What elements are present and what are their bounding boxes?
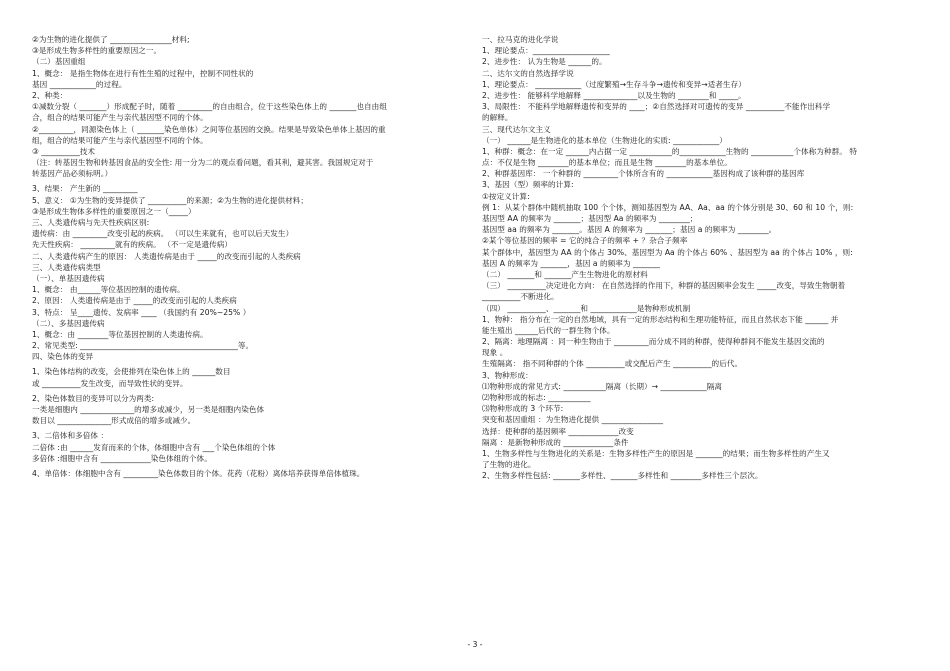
left-text-line: （注：转基因生物和转基因食品的安全性: 用一分为二的观点看问题，看其利，避其害。我国规定对于 — [32, 158, 374, 168]
right-text-line: 基因型 AA 的频率为 _______；基因型 Aa 的频率为 ________； — [482, 214, 698, 223]
left-text-line: 遗传病：由 _________改变引起的疾病。 （可以生来就有，也可以后天发生） — [32, 229, 294, 239]
right-text-line: （四） __________、_______和 ____________是物种形成机制 — [482, 303, 691, 313]
right-text-line: ⑵物种形成的标志: ___________ — [482, 393, 591, 402]
right-text-line: （一） ______是生物进化的基本单位（生物进化的实质: ____________） — [482, 135, 727, 145]
left-text-line: 2、染色体数目的变异可以分为两类: — [32, 393, 155, 403]
right-text-line: 一、拉马克的进化学说 — [482, 35, 559, 44]
left-text-line: 转基因产品必须标明。） — [32, 169, 113, 179]
right-text-line: ②某个等位基因的频率 = 它的纯合子的频率 + ？杂合子频率 — [482, 236, 688, 246]
left-text-line: 四、染色体的变异 — [32, 352, 94, 362]
right-column — [482, 34, 918, 482]
left-text-line: 数目以 ______________形式成倍的增多或减少。 — [32, 416, 196, 426]
left-text-line: （一）、单基因遗传病 — [32, 273, 105, 283]
right-text-line: 2、种群基因库： 一个种群的 _________个体所含有的 ____________基因构成了该种群的基因库 — [482, 169, 805, 179]
left-text-line: 三、人类遗传病与先天性疾病区别: — [32, 218, 150, 227]
right-text-line: ⑴物种形成的常见方式: ___________隔离（长期）→ ____________隔离 — [482, 381, 723, 391]
left-text-line: 5、意义： ①为生物的变异提供了 __________的来源；②为生物的进化提供材料； — [32, 195, 309, 205]
left-text-line: 3、结果： 产生新的 _________ — [32, 184, 138, 194]
left-text-line: 二、人类遗传病产生的原因： 人类遗传病是由于 _____的改变而引起的人类疾病 — [32, 251, 301, 261]
right-text-line: 1、理论要点：____________________ — [482, 46, 610, 56]
right-text-line: 的解释。 — [482, 113, 513, 123]
left-text-line: 组，组合的结果可能产生与亲代基因型不同的个体。 — [32, 135, 208, 145]
left-text-line: 1、概念： 由______等位基因控制的遗传病。 — [32, 285, 185, 295]
left-text-line: ②_________，同源染色体上（ _______染色单体）之间等位基因的交换。结果是导致染色单体上基因的重 — [32, 124, 386, 134]
right-text-line: 隔离 ：是新物种形成的 _____________条件 — [482, 437, 629, 447]
right-text-line: 2、隔离：地理隔离 ：同一种生物由于 _________而分成不同的种群，使得种群间不能发生基因交流的 — [482, 337, 825, 347]
right-text-line: __________不断进化。 — [482, 292, 559, 302]
left-text-line: 3、二倍体和多倍体 ： — [32, 431, 109, 441]
right-text-line: 1、物种： 指分布在一定的自然地域，具有一定的形态结构和生理功能特征，而且自然状态下能 ______ 并 — [482, 314, 839, 324]
left-text-line: 4、单倍体：体细胞中含有 _________染色体数目的个体。花药（花粉）离体培养获得单倍体植珠。 — [32, 468, 365, 478]
left-text-line: （二）基因重组 — [32, 57, 86, 67]
right-text-line: 点：不仅是生物 ________的基本单位；而且是生物 ________的基本单位。 — [482, 158, 732, 168]
left-text-line: 合，组合的结果可能产生与亲代基因型不同的个体。 — [32, 113, 208, 123]
left-text-line: 3、特点： 呈____遗传、发病率 ____ （我国约有 20%~25% ） — [32, 307, 251, 317]
right-text-line: 能生殖出 ______后代的一群生物个体。 — [482, 325, 615, 335]
right-text-line: 选择：使种群的基因频率 _____________改变 — [482, 426, 634, 436]
right-text-line: 2、进步性： 能够科学地解释 ______________以及生物的 ________和 _____。 — [482, 90, 746, 100]
right-text-line: 例 1：从某个群体中随机抽取 100 个个体，测知基因型为 AA、Aa、aa 的个体分别是 30、60 和 10 个，则: — [482, 202, 854, 212]
left-text-line: ③ __________技术 — [32, 146, 96, 156]
right-text-line: 3、物种形成： — [482, 370, 533, 380]
left-text-line: ③是形成生物体多样性的重要原因之一（_____） — [32, 206, 196, 216]
right-text-line: 现象 。 — [482, 348, 508, 358]
right-text-line: 生殖隔离： 指不同种群的个体 __________或交配后产生 __________的后代。 — [482, 359, 743, 369]
left-text-line: 或 __________发生改变，而导致性状的变异。 — [32, 378, 188, 388]
left-text-line: ③是形成生物多样性的重要原因之一。 — [32, 46, 162, 56]
left-text-line: 基因 ____________的过程。 — [32, 79, 127, 89]
left-text-line: ②为生物的进化提供了 ________________材料; — [32, 35, 190, 44]
left-text-line: 1、概念： 是指生物体在进行有性生殖的过程中，控制不同性状的 — [32, 68, 254, 78]
left-text-line: 1、染色体结构的改变，会使排列在染色体上的 ______数目 — [32, 367, 231, 377]
right-text-line: 3、局限性： 不能科学地解释遗传和变异的 ____；②自然选择对可遗传的变异 __________不能作出科学 — [482, 102, 831, 112]
right-text-line: （三） __________决定进化方向： 在自然选择的作用下，种群的基因频率会发生 _____改变，导致生物朝着 — [482, 281, 846, 291]
left-text-line: ①减数分裂（ _______）形成配子时，随着 _________的自由组合，位于这些染色体上的 _______也自由组 — [32, 102, 387, 112]
right-text-line: 3、基因（型）频率的计算: — [482, 180, 574, 190]
left-text-line: 一类是细胞内 ______________的增多或减少，另一类是细胞内染色体 — [32, 405, 265, 414]
right-text-line: 1、生物多样性与生物进化的关系是：生物多样性产生的原因是 _______的结果；而生物多样性的产生又 — [482, 448, 830, 458]
right-text-line: （二） _______和 _______产生生物进化的原材料 — [482, 269, 648, 279]
right-text-line: ①按定义计算: — [482, 191, 530, 201]
left-text-line: 2、原因： 人类遗传病是由于 _____的改变而引起的人类疾病 — [32, 296, 237, 306]
right-text-line: 2、进步性： 认为生物是 ______的。 — [482, 57, 607, 67]
right-text-line: 基因型 aa 的频率为 _______。基因 A 的频率为 _______；基因 a 的频率为 ________。 — [482, 225, 777, 235]
left-text-line: 2、种类： — [32, 90, 68, 100]
right-text-line: 三、现代达尔文主义 — [482, 124, 551, 134]
right-text-line: 2、生物多样性包括: _______多样性、_______多样性和 ________多样性三个层次。 — [482, 471, 763, 481]
right-text-line: 某个群体中，基因型为 AA 的个体占 30%、基因型为 Aa 的个体占 60% 、基因型为 aa 的个体占 10% ，则: — [482, 247, 853, 257]
left-text-line: 先天性疾病： _________就有的疾病。 （不一定是遗传病） — [32, 240, 233, 250]
right-text-line: 1、种群：概念：在一定 ______内占据一定 ___________的____________生物的 ___________个体称为种群。 特 — [482, 146, 857, 156]
page-number: - 3 - — [467, 640, 483, 649]
left-text-line: 二倍体 :由 ______发育而来的个体，体细胞中含有 ___个染色体组的个体 — [32, 442, 276, 452]
left-text-line: 2、常见类型: _________________________________________等。 — [32, 341, 254, 351]
left-text-line: （二）、多基因遗传病 — [32, 318, 105, 328]
left-column — [32, 34, 464, 479]
right-text-line: ⑶物种形成的 3 个环节: — [482, 404, 564, 414]
left-text-line: 三、人类遗传病类型 — [32, 262, 101, 272]
right-text-line: 基因 A 的频率为 _______，基因 a 的频率为 _______ — [482, 258, 660, 268]
left-text-line: 1、概念：由 ________等位基因控制的人类遗传病。 — [32, 329, 208, 339]
right-text-line: 突变和基因重组 ：为生物进化提供 ________________ — [482, 415, 664, 425]
right-text-line: 了生物的进化。 — [482, 460, 536, 470]
right-text-line: 1、理论要点： ____________（过度繁殖→生存斗争→遗传和变异→适者生存） — [482, 79, 746, 89]
left-text-line: 多倍体 :细胞中含有 _____________染色体组的个体。 — [32, 453, 212, 463]
right-text-line: 二、达尔文的自然选择学说 — [482, 68, 574, 78]
